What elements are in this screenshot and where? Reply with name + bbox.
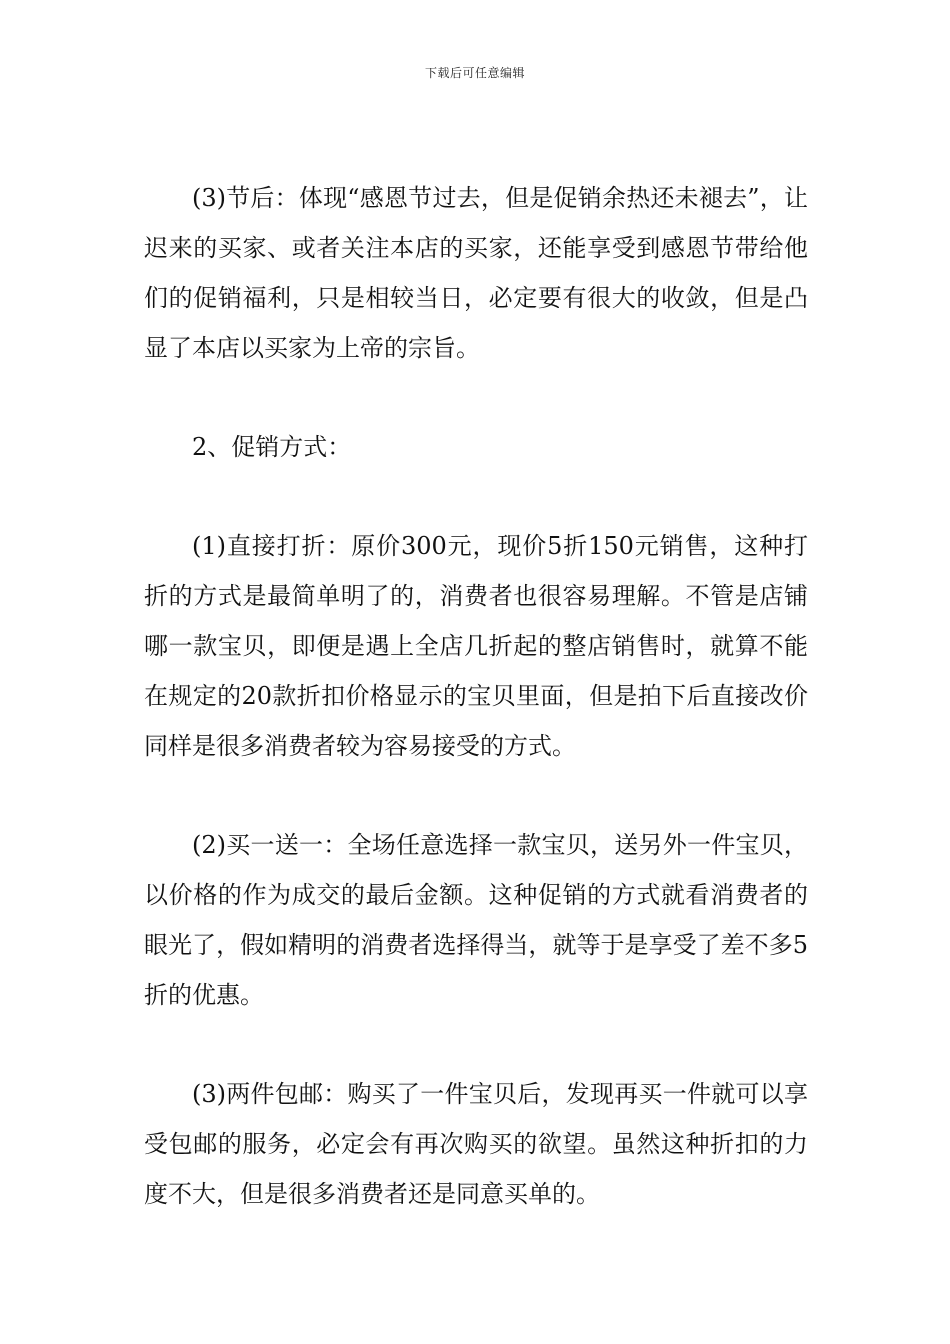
page-header-note: 下载后可任意编辑 [424, 66, 525, 80]
paragraph-buy-one-get-one: (2)买一送一：全场任意选择一款宝贝，送另外一件宝贝，以价格的作为成交的最后金额。这种促销的方式就看消费者的眼光了，假如精明的消费者选择得当，就等于是享受了差不多5折的优惠。 [144, 831, 808, 1009]
document-body [144, 173, 808, 1219]
paragraph-two-items-free-shipping: (3)两件包邮：购买了一件宝贝后，发现再买一件就可以享受包邮的服务，必定会有再次购买的欲望。虽然这种折扣的力度不大，但是很多消费者还是同意买单的。 [144, 1080, 808, 1208]
paragraph-direct-discount: (1)直接打折：原价300元，现价5折150元销售，这种打折的方式是最简单明了的，消费者也很容易理解。不管是店铺哪一款宝贝，即便是遇上全店几折起的整店销售时，就算不能在规定的20款折扣价格显示的宝贝里面，但是拍下后直接改价同样是很多消费者较为容易接受的方式。 [144, 532, 808, 760]
paragraph-after-festival: (3)节后：体现“感恩节过去，但是促销余热还未褪去”，让迟来的买家、或者关注本店的买家，还能享受到感恩节带给他们的促销福利，只是相较当日，必定要有很大的收敛，但是凸显了本店以买家为上帝的宗旨。 [144, 184, 808, 362]
section-heading-promotion-methods: 2、促销方式： [192, 433, 352, 461]
